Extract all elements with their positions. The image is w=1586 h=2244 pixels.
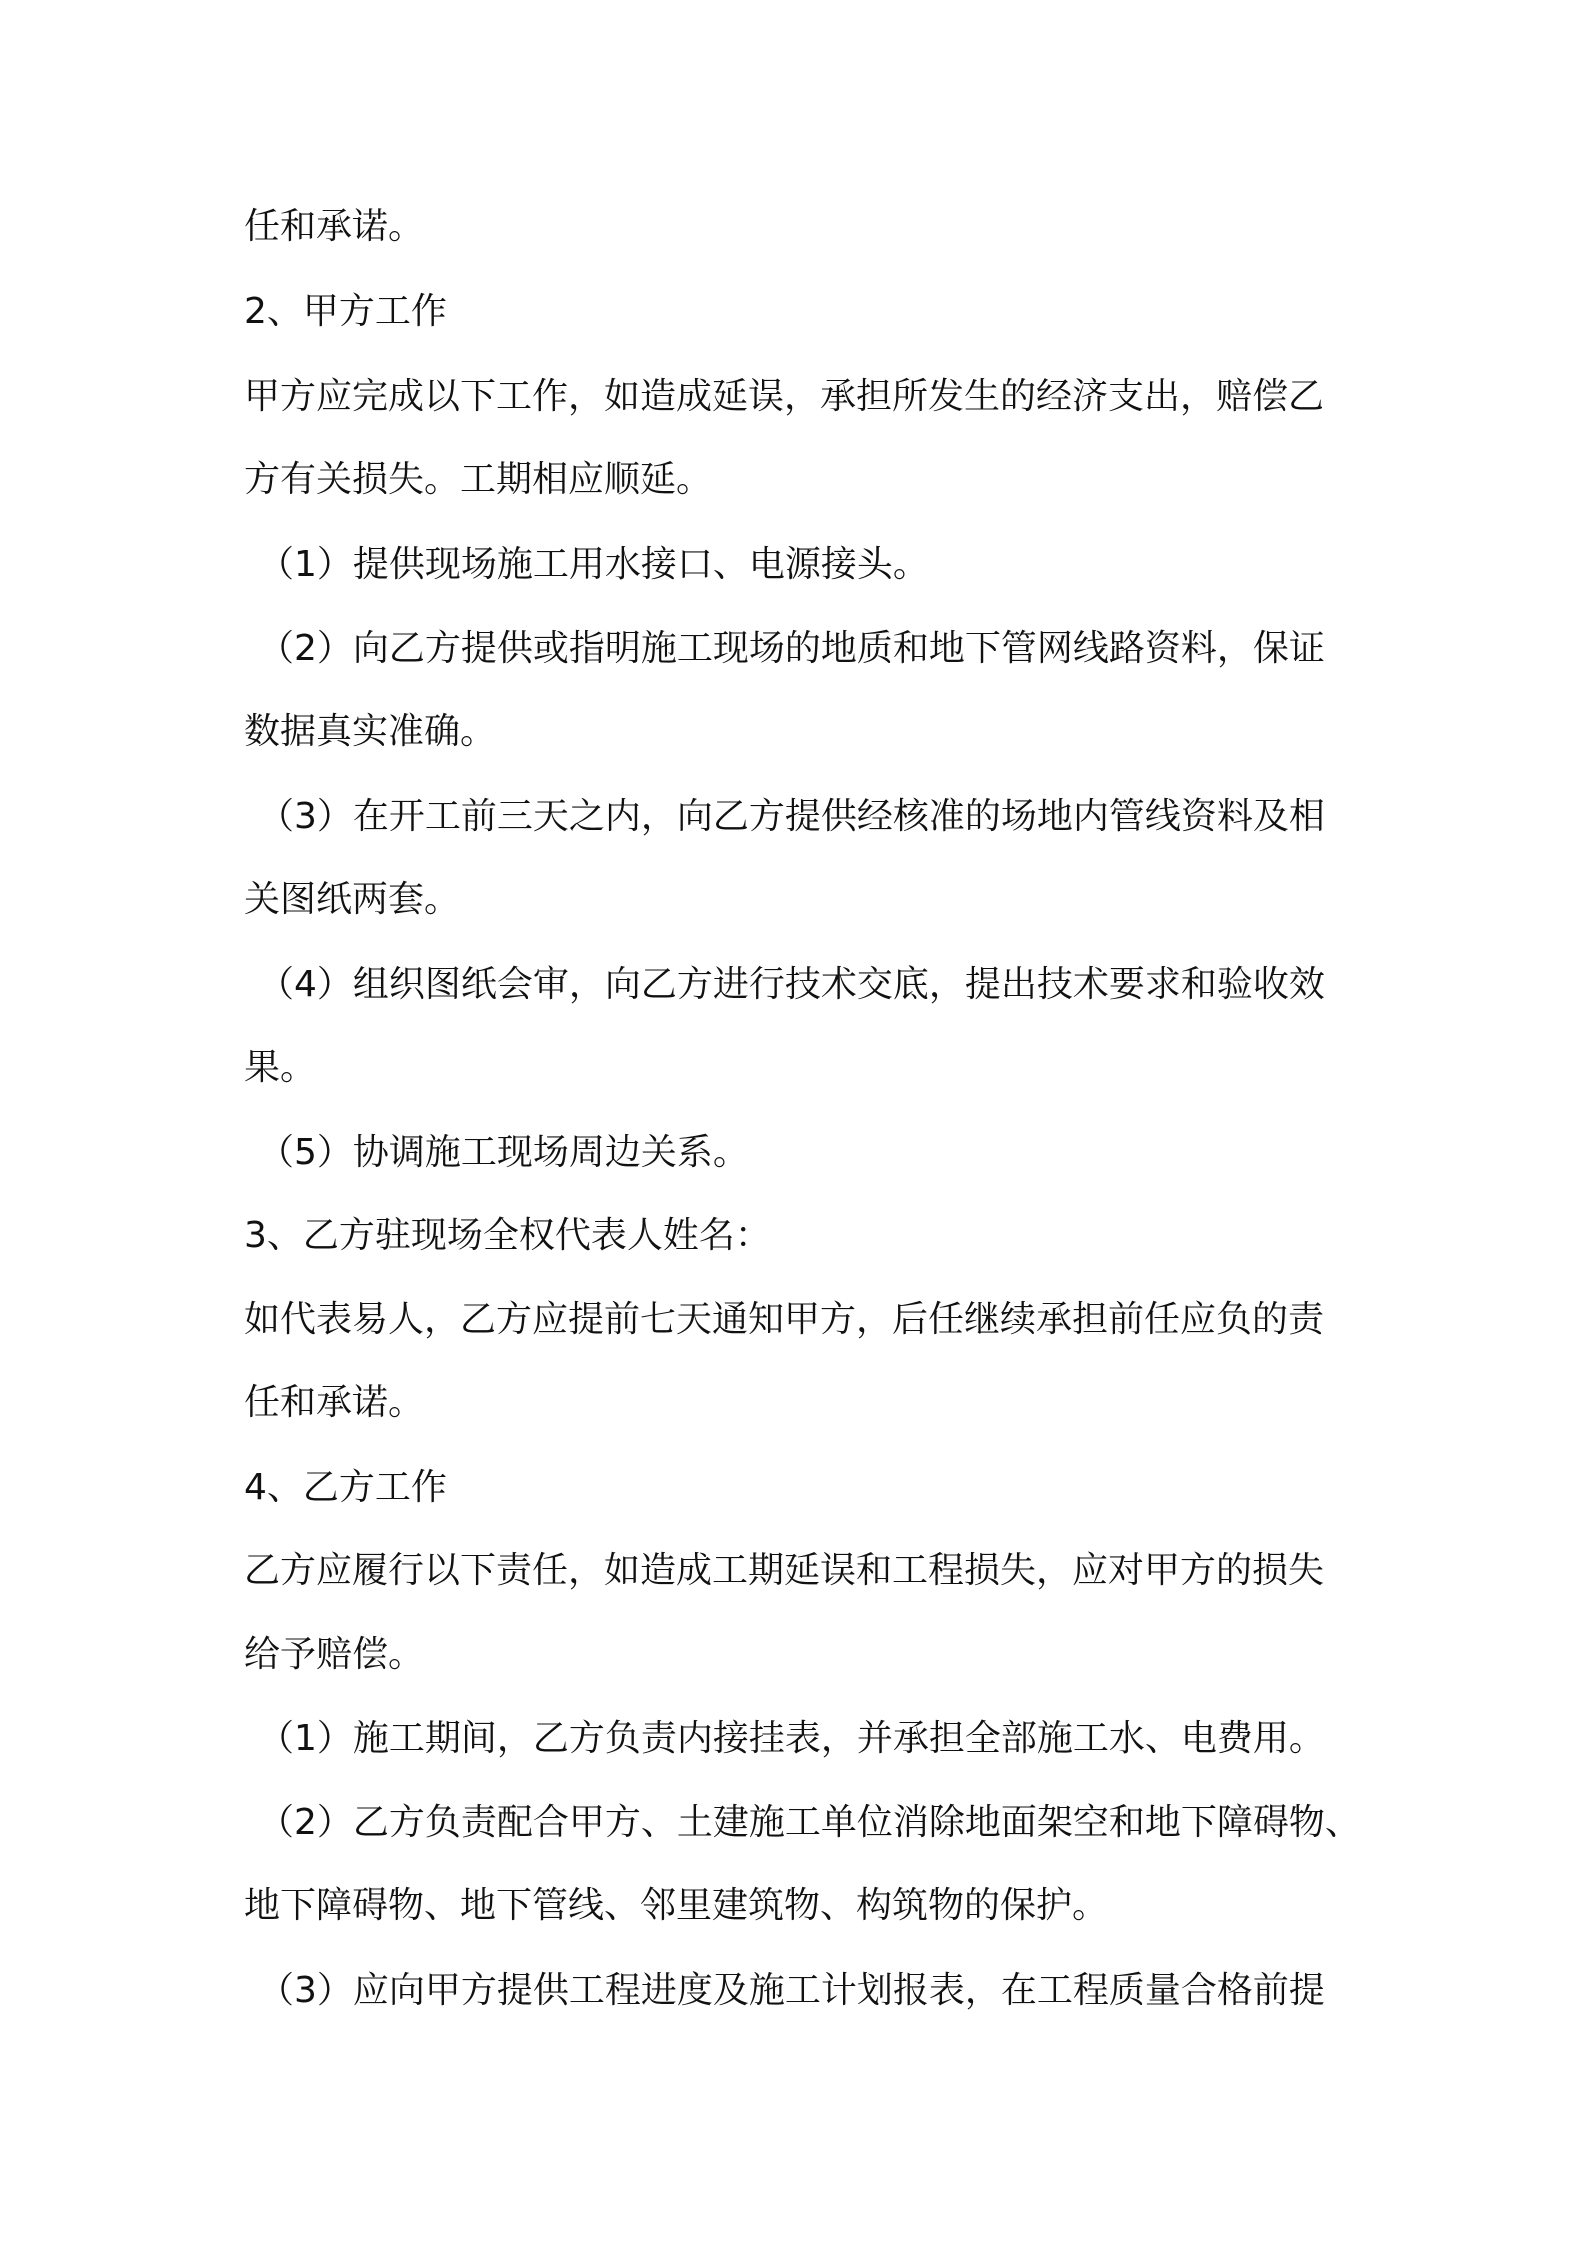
list-item: （3）在开工前三天之内，向乙方提供经核准的场地内管线资料及相 [258,796,1325,837]
section-heading-party-a-work: 2、甲方工作 [244,291,447,332]
text-line: 关图纸两套。 [244,879,461,920]
text-line: 任和承诺。 [244,1382,425,1423]
list-item: （3）应向甲方提供工程进度及施工计划报表，在工程质量合格前提 [258,1970,1325,2011]
text-line: 如代表易人，乙方应提前七天通知甲方，后任继续承担前任应负的责 [244,1299,1325,1340]
text-line: 任和承诺。 [244,206,425,247]
list-item: （1）施工期间，乙方负责内接挂表，并承担全部施工水、电费用。 [258,1718,1325,1759]
list-item: （5）协调施工现场周边关系。 [258,1132,749,1173]
list-item: （4）组织图纸会审，向乙方进行技术交底，提出技术要求和验收效 [258,964,1325,1005]
text-line: 地下障碍物、地下管线、邻里建筑物、构筑物的保护。 [244,1885,1109,1926]
text-line: 乙方应履行以下责任，如造成工期延误和工程损失，应对甲方的损失 [244,1550,1325,1591]
list-item: （2）乙方负责配合甲方、土建施工单位消除地面架空和地下障碍物、 [258,1802,1361,1843]
section-heading-party-b-representative: 3、乙方驻现场全权代表人姓名： [244,1215,771,1256]
text-line: 果。 [244,1047,317,1088]
text-line: 甲方应完成以下工作，如造成延误，承担所发生的经济支出，赔偿乙 [244,376,1325,417]
list-item: （2）向乙方提供或指明施工现场的地质和地下管网线路资料，保证 [258,628,1325,669]
text-line: 数据真实准确。 [244,711,497,752]
list-item: （1）提供现场施工用水接口、电源接头。 [258,544,929,585]
text-line: 方有关损失。工期相应顺延。 [244,459,713,500]
section-heading-party-b-work: 4、乙方工作 [244,1467,447,1508]
text-line: 给予赔偿。 [244,1634,425,1675]
